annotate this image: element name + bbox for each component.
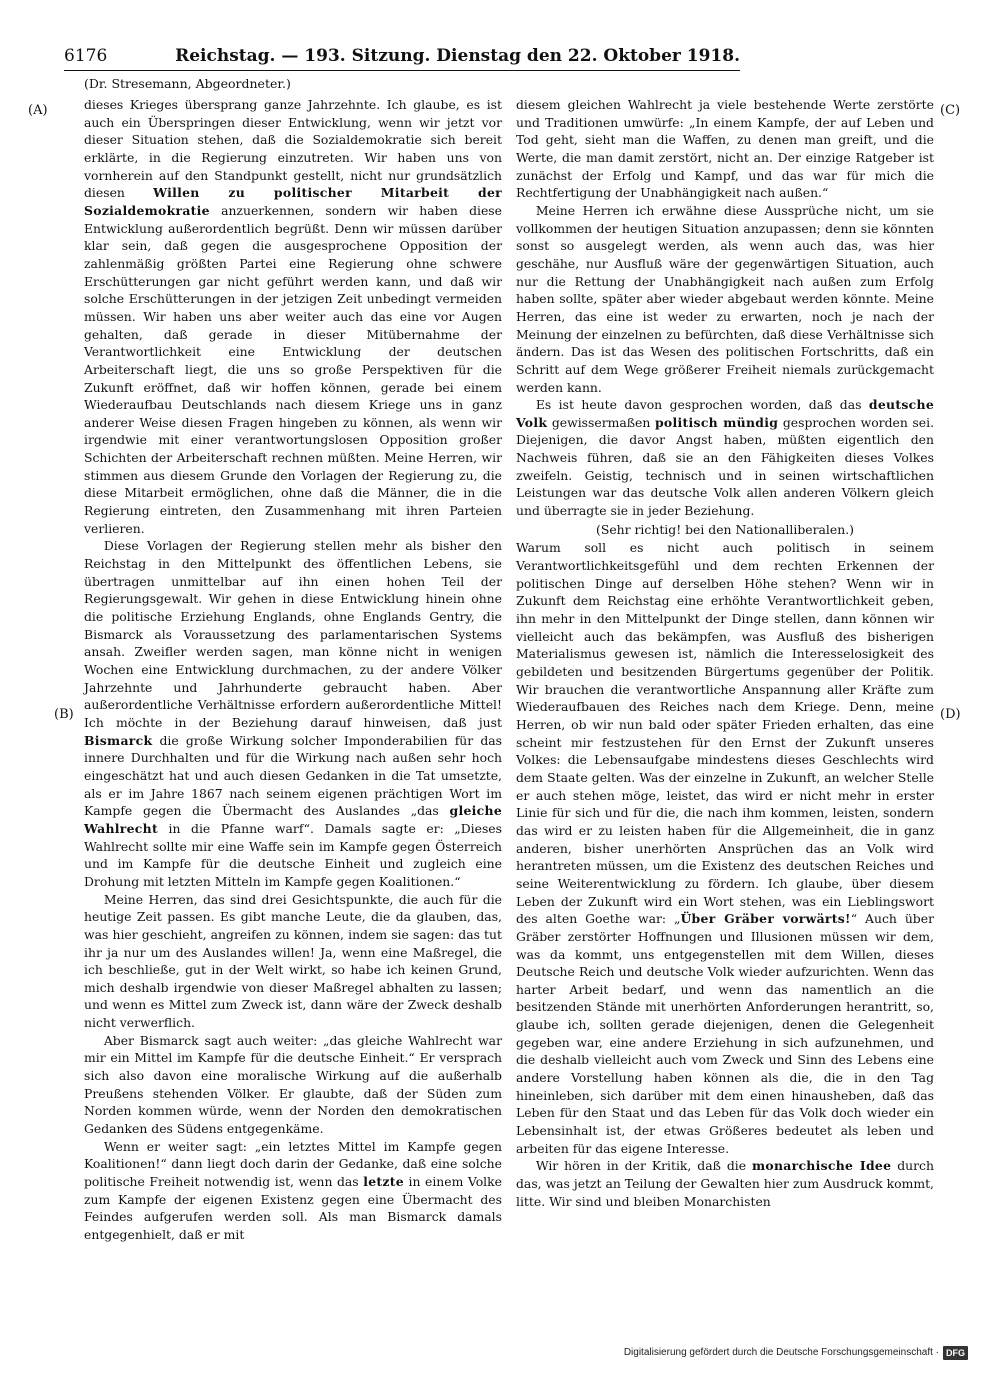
left-column — [84, 96, 502, 1244]
margin-marker-d: (D) — [940, 707, 961, 722]
emphasis: Über Gräber vorwärts! — [680, 911, 851, 927]
paragraph: Diese Vorlagen der Regierung stellen mehr als bisher den Reichstag in den Mittelpunkt des öffentlichen Lebens, sie übertragen unmittelbar auf ihn einen hohen Teil der Regierungsgewalt. Wir gehen in diese Entwicklung hinein ohne die politische Erziehung Englands, ohne Englands Gentry, die Bismarck als Voraussetzung des parlamentarischen Systems ansah. Zweifler werden sagen, man könne nicht in wenigen Wochen eine Entwicklung durchmachen, zu der andere Völker Jahrzehnte und Jahrhunderte gebraucht haben. Aber außerordentliche Verhältnisse erfordern außerordentliche Mittel! Ich möchte in der Beziehung darauf hinweisen, daß just Bismarck die große Wirkung solcher Imponderabilien für das innere Durchhalten und für die Wirkung nach außen sehr hoch eingeschätzt hat und auch diesen Gedanken in die Tat umsetzte, als er im Jahre 1867 nach seinem eigenen prächtigen Wort im Kampfe gegen die Übermacht des Auslandes „das gleiche Wahlrecht in die Pfanne warf“. Damals sagte er: „Dieses Wahlrecht sollte mir eine Waffe sein im Kampfe gegen Österreich und im Kampfe für die deutsche Einheit und zugleich eine Drohung mit letzten Mitteln im Kampfe gegen Koalitionen.“ — [84, 538, 502, 889]
paragraph: Aber Bismarck sagt auch weiter: „das gleiche Wahlrecht war mir ein Mittel im Kampfe für die deutsche Einheit.“ Er versprach sich also davon eine moralische Wirkung auf die außerhalb Preußens stehenden Völker. Er glaubte, daß der Süden zum Norden kommen würde, wenn der Norden den demokratischen Gedanken des Südens entgegenkäme. — [84, 1032, 502, 1137]
dfg-logo: DFG — [943, 1346, 968, 1360]
emphasis: gleiche Wahlrecht — [84, 803, 502, 836]
page-number: 6176 — [64, 46, 108, 66]
speaker-note: (Dr. Stresemann, Abgeordneter.) — [84, 76, 291, 91]
running-title: Reichstag. — 193. Sitzung. Dienstag den 22. Oktober 1918. — [175, 46, 740, 66]
paragraph: Wenn er weiter sagt: „ein letztes Mittel im Kampfe gegen Koalitionen!“ dann liegt doch darin der Gedanke, daß eine solche politische Freiheit notwendig ist, wenn das letzte in einem Volke zum Kampfe der eigenen Existenz gegen eine Übermacht des Feindes aufgerufen werden soll. Als man Bismarck damals entgegenhielt, daß er mit — [84, 1138, 502, 1242]
emphasis: monarchische Idee — [752, 1158, 892, 1174]
margin-marker-c: (C) — [940, 103, 961, 118]
paragraph: Es ist heute davon gesprochen worden, daß das deutsche Volk gewissermaßen politisch mündig gesprochen worden sei. Diejenigen, die davor Angst haben, müßten eigentlich den Nachweis führen, daß sie an den Fähigkeiten dieses Volkes zweifeln. Geistig, technisch und in seinen wirtschaftlichen Leistungen war das deutsche Volk allen anderen Völkern gleich und überragte sie in jeder Beziehung. — [516, 397, 935, 519]
paragraph: dieses Krieges übersprang ganze Jahrzehnte. Ich glaube, es ist auch ein Überspringen dieser Entwicklung, wenn wir jetzt vor dieser Situation stehen, daß die Sozialdemokratie sich bereit erklärte, in die Regierung einzutreten. Wir haben uns von vornherein auf den Standpunkt gestellt, nicht nur grundsätzlich diesen Willen zu politischer Mitarbeit der Sozialdemokratie anzuerkennen, sondern wir haben diese Entwicklung außerordentlich begrüßt. Denn wir müssen darüber klar sein, daß gegen die ausgesprochene Opposition der zahlenmäßig größten Partei eine Regierung ohne schwere Erschütterungen gar nicht geführt werden kann, und daß wir solche Erschütterungen in der jetzigen Zeit unbedingt vermeiden müssen. Wir haben uns aber weiter auch das eine vor Augen gehalten, daß gerade in dieser Mitübernahme der Verantwortlichkeit eine Entwicklung der deutschen Arbeiterschaft liegt, die uns so große Perspektiven für die Zukunft eröffnet, daß wir hoffen können, gerade bei einem Wiederaufbau Deutschlands nach diesem Kriege uns in ganz anderer Weise diesen Fragen hingeben zu können, als wenn wir irgendwie mit einer verantwortungslosen Opposition großer Schichten der Arbeiterschaft rechnen müßten. Meine Herren, wir stimmen aus diesem Grunde den Vorlagen der Regierung zu, die diese Mitarbeit ermöglichen, ohne daß die Männer, die in die Regierung eintreten, den Zusammenhang mit ihren Parteien verlieren. — [84, 97, 502, 536]
paragraph: Meine Herren ich erwähne diese Aussprüche nicht, um sie vollkommen der heutigen Situation anzupassen; denn sie könnten sonst so ausgelegt werden, als wenn auch das, was hier geschähe, nur Ausfluß wäre der gegenwärtigen Situation, auch nur die Rettung der Unabhängigkeit nach außen zum Erfolg haben sollte, später aber wieder abgebaut werden könnte. Meine Herren, das eine ist weder zu erwarten, noch je nach der Meinung der einzelnen zu befürchten, daß diese Verhältnisse sich ändern. Das ist das Wesen des politischen Fortschritts, daß ein Schritt auf dem Wege größerer Freiheit niemals zurückgemacht werden kann. — [516, 202, 934, 395]
margin-marker-a: (A) — [28, 103, 48, 118]
page-header — [64, 42, 740, 71]
footer-text: Digitalisierung gefördert durch die Deutsche Forschungsgemeinschaft · — [623, 1347, 939, 1358]
paragraph: Wir hören in der Kritik, daß die monarchische Idee durch das, was jetzt an Teilung der Gewalten hier zum Ausdruck kommt, litte. Wir sind und bleiben Monarchisten — [516, 1158, 934, 1209]
paragraph: Warum soll es nicht auch politisch in seinem Verantwortlichkeitsgefühl und dem rechten Erkennen der politischen Dinge auf derselben Höhe stehen? Wenn wir in Zukunft dem Reichstag eine erhöhte Verantwortlichkeit geben, ihn mehr in den Mittelpunkt der Dinge stellen, dann können wir vielleicht auch das bekämpfen, was Ausfluß des bisherigen Materialismus gewesen ist, nämlich die Interesselosigkeit des gebildeten und besitzenden Bürgertums gegenüber der Politik. Wir brauchen die verantwortliche Anspannung aller Kräfte zum Wiederaufbauen des Reiches nach dem Kriege. Denn, meine Herren, ob wir nun bald oder später Frieden erhalten, das eine scheint mir festzustehen für den Ernst der Zukunft unseres Volkes: die Lebensaufgabe mindestens dieses Geschlechts wird dem Staate gelten. Was der einzelne in Zukunft, an welcher Stelle er auch stehen möge, leistet, das wird er nicht mehr in erster Linie für sich und für die, die nach ihm kommen, leisten, sondern das wird er zu leisten haben für die Allgemeinheit, die in ganz anderen, bisher unerhörten Ansprüchen das an Volk wird herantreten müssen, um die Existenz des deutschen Reiches und seine Weiterentwicklung zu fördern. Ich glaube, über diesem Leben der Zukunft wird ein Wort stehen, was ein Lieblingswort des alten Goethe war: „Über Gräber vorwärts!“ Auch über Gräber zerstörter Hoffnungen und Illusionen müssen wir dem, was da kommt, uns entgegenstellen mit dem Willen, dieses Deutsche Reich und deutsche Volk wieder aufzurichten. Wenn das harter Arbeit bedarf, und wenn das namentlich an die besitzenden Stände mit unerhörten Anforderungen herantritt, so, glaube ich, sollten gerade diejenigen, denen die Gelegenheit gegeben war, eine andere Erziehung in sich aufzunehmen, und die deshalb vielleicht auch vom Zweck und Sinn des Lebens eine andere Vorstellung haben können als die, die in den Tag hineinleben, sich darüber mit dem einen hinausheben, daß das Leben für den Staat und das Leben für das Volk doch wieder ein Lebensinhalt ist, der etwas Größeres bedeutet als leben und arbeiten für das eigene Interesse. — [516, 540, 934, 1156]
emphasis: Willen zu politischer Mitarbeit der Sozialdemokratie — [84, 185, 502, 218]
emphasis: politisch mündig — [654, 414, 779, 430]
emphasis: Bismarck — [84, 732, 153, 748]
footer-credit — [624, 1345, 968, 1361]
emphasis: deutsche Volk — [516, 397, 934, 430]
right-column — [516, 96, 934, 1210]
margin-marker-b: (B) — [54, 707, 74, 722]
paragraph: diesem gleichen Wahlrecht ja viele bestehende Werte zerstörte und Traditionen umwürfe: „In einem Kampfe, der auf Leben und Tod geht, sieht man die Waffen, zu denen man greift, und die Werte, die man damit zerstört, nicht an. Der einzige Ratgeber ist zunächst der Erfolg und Kampf, und das war für mich die Rechtfertigung der Unabhängigkeit nach außen.“ — [516, 97, 934, 201]
interjection: (Sehr richtig! bei den Nationalliberalen.) — [596, 521, 854, 537]
emphasis: letzte — [363, 1174, 404, 1190]
paragraph: Meine Herren, das sind drei Gesichtspunkte, die auch für die heutige Zeit passen. Es gibt manche Leute, die da glauben, das, was hier geschieht, angreifen zu können, indem sie sagen: das tut ihr ja nur um des Auslandes willen! Ja, wenn eine Maßregel, die ich beschließe, gut in der Welt wirkt, so habe ich keinen Grund, mich deshalb irgendwie von dieser Maßregel abhalten zu lassen; und wenn es Mittel zum Zweck ist, dann wäre der Zweck deshalb nicht verwerflich. — [84, 891, 502, 1031]
